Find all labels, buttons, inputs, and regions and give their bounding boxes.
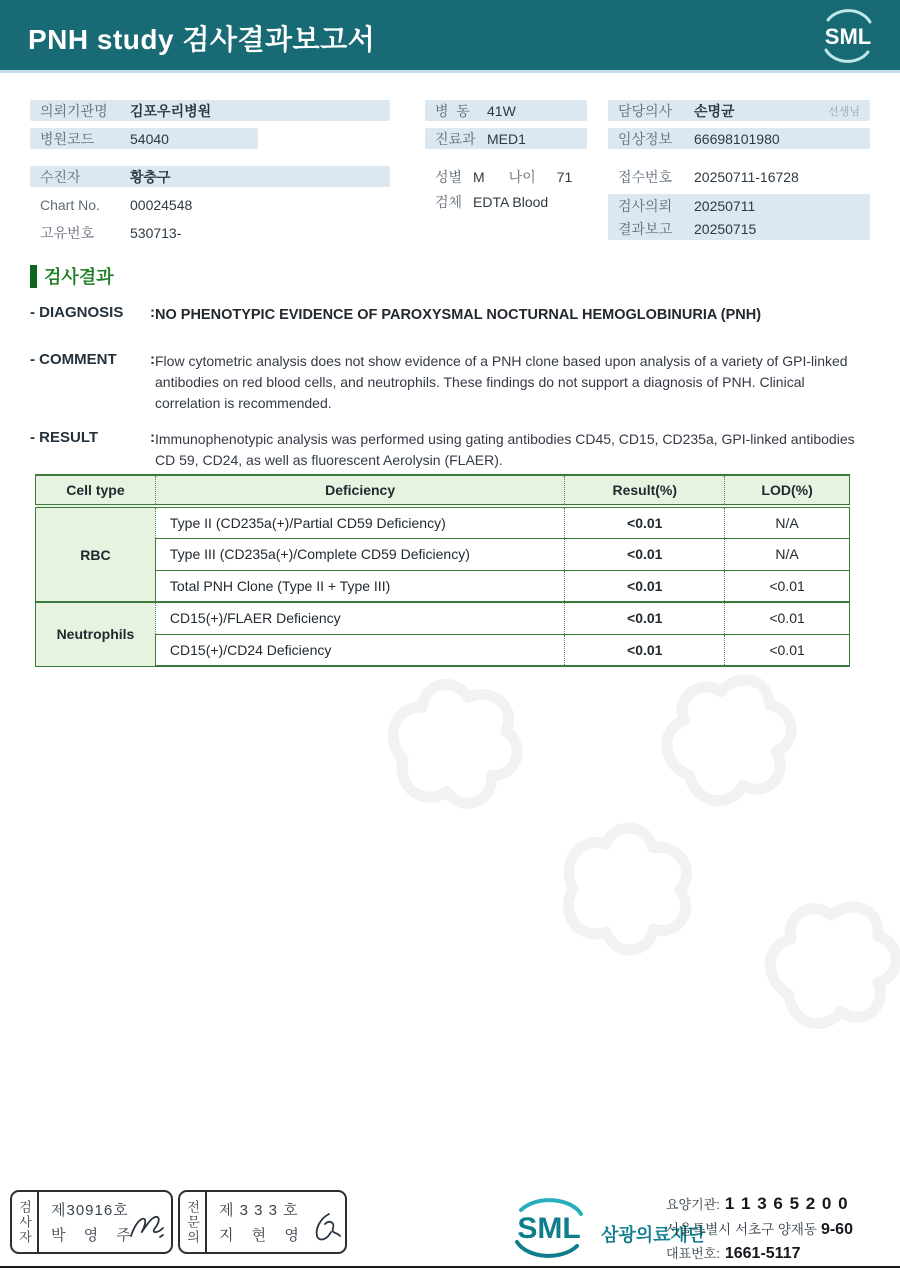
header-lod: LOD(%): [725, 475, 850, 506]
table-row: [36, 634, 850, 666]
phone-line: [666, 1243, 896, 1263]
patient-info-left: [30, 100, 390, 250]
comment-label-text: - COMMENT: [30, 351, 117, 368]
sex-value: M: [473, 168, 485, 185]
deficiency-cell: Total PNH Clone (Type II + Type III): [155, 570, 564, 602]
care-org-label: 요양기관:: [666, 1197, 720, 1212]
result-cell: <0.01: [565, 570, 725, 602]
address-line: [666, 1218, 896, 1239]
sml-logo-icon: [818, 6, 878, 69]
patient-info-right: [608, 100, 870, 240]
result-text: Immunophenotypic analysis was performed using gating antibodies CD45, CD15, CD235a, GPI-linked antibodies CD 59, CD24, as well as fluorescent Aerolysin (FLAER).: [155, 431, 855, 468]
row-report-date: [608, 218, 870, 239]
specialist-name: 지 현 영: [219, 1227, 306, 1244]
row-department: [425, 128, 587, 149]
department-value: MED1: [487, 130, 526, 147]
result-table: [35, 474, 850, 667]
doctor-value: 손명균: [694, 102, 735, 119]
phone-label: 대표번호:: [666, 1246, 720, 1261]
result-cell: <0.01: [565, 634, 725, 666]
institution-label: 의뢰기관명: [40, 102, 108, 119]
findings: [30, 304, 870, 496]
result-label-text: - RESULT: [30, 429, 99, 446]
lod-cell: <0.01: [725, 602, 850, 634]
care-org-number: 1 1 3 6 5 2 0 0: [724, 1194, 849, 1213]
patient-name-label: 수진자: [40, 168, 81, 185]
result-cell: <0.01: [565, 538, 725, 570]
row-sex-age: [425, 166, 587, 187]
hospital-code-value: 54040: [130, 130, 169, 147]
row-doctor: [608, 100, 870, 121]
banner-underline: [0, 70, 900, 73]
ward-label: 병 동: [435, 102, 470, 119]
sml-logo-text: SML: [824, 24, 872, 49]
patient-info-middle: [425, 100, 587, 219]
row-request-date: [608, 195, 870, 216]
hospital-code-label: 병원코드: [40, 130, 95, 147]
header-deficiency: Deficiency: [155, 475, 564, 506]
result-label: [30, 429, 155, 471]
clover-watermark: [330, 650, 900, 1075]
result-cell: <0.01: [565, 506, 725, 538]
age-value: 71: [556, 168, 573, 185]
result-cell: <0.01: [565, 602, 725, 634]
celltype-neutrophils: Neutrophils: [36, 602, 156, 666]
chart-no-label: Chart No.: [40, 196, 100, 213]
sex-label: 성별: [435, 168, 463, 185]
doctor-label: 담당의사: [618, 102, 673, 119]
footer-sml-logo-icon: [503, 1196, 593, 1258]
report-date-label: 결과보고: [618, 220, 673, 237]
row-patient-name: [30, 166, 390, 187]
unique-no-label: 고유번호: [40, 224, 95, 241]
specimen-label: 검체: [435, 193, 463, 210]
celltype-rbc: RBC: [36, 506, 156, 602]
bottom-rule: [0, 1266, 900, 1268]
specialist-signature-icon: [303, 1210, 343, 1251]
table-row: [36, 570, 850, 602]
lod-cell: <0.01: [725, 634, 850, 666]
footer-sml-logo-text: SML: [517, 1212, 581, 1245]
institution-value: 김포우리병원: [130, 102, 212, 119]
address-text: 서울특별시 서초구 양재동: [666, 1222, 817, 1237]
deficiency-cell: CD15(+)/FLAER Deficiency: [155, 602, 564, 634]
clinical-info-label: 임상정보: [618, 130, 673, 147]
row-chart-no: [30, 194, 390, 215]
footer-org-name: 삼광의료재단: [601, 1225, 706, 1245]
patient-name-value: 황충구: [130, 168, 171, 185]
row-ward: [425, 100, 587, 121]
dates-block: [608, 194, 870, 240]
chart-no-value: 00024548: [130, 196, 193, 213]
examiner-role: 검사자: [12, 1192, 39, 1252]
clinical-info-value: 66698101980: [694, 130, 780, 147]
section-title-text: 검사결과: [44, 267, 114, 287]
table-row: [36, 506, 850, 538]
examiner-name: 박 영 주: [51, 1227, 138, 1244]
row-hospital-code: [30, 128, 258, 149]
comment-text: Flow cytometric analysis does not show evidence of a PNH clone based upon analysis of a variety of GPI-linked antibodies on red blood cells, and neutrophils. These findings do not support a diagnosis of PNH. Clinical correlation is recommended.: [155, 353, 848, 411]
comment-label: [30, 351, 155, 414]
comment-colon: :: [150, 351, 155, 368]
row-unique-no: [30, 222, 390, 243]
specimen-value: EDTA Blood: [473, 193, 549, 210]
header-result: Result(%): [565, 475, 725, 506]
section-bar-icon: [30, 265, 37, 288]
signature-stamps: [10, 1190, 352, 1254]
row-institution: [30, 100, 390, 121]
result-row: [30, 429, 870, 471]
specialist-body: [207, 1192, 345, 1252]
deficiency-cell: Type III (CD235a(+)/Complete CD59 Deficiency): [155, 538, 564, 570]
section-title: [30, 263, 114, 289]
specialist-role: 전문의: [180, 1192, 207, 1252]
row-clinical-info: [608, 128, 870, 149]
result-colon: :: [150, 429, 155, 446]
specialist-stamp: [178, 1190, 347, 1254]
table-row: [36, 538, 850, 570]
row-specimen: [425, 191, 587, 212]
examiner-stamp: [10, 1190, 173, 1254]
footer-info: [666, 1194, 896, 1267]
deficiency-cell: CD15(+)/CD24 Deficiency: [155, 634, 564, 666]
phone-number: 1661-5117: [724, 1245, 801, 1262]
ward-value: 41W: [487, 102, 516, 119]
page-title: PNH study 검사결과보고서: [28, 24, 376, 55]
deficiency-cell: Type II (CD235a(+)/Partial CD59 Deficiency): [155, 506, 564, 538]
doctor-suffix: 선생님: [828, 105, 860, 118]
accession-value: 20250711-16728: [694, 168, 799, 185]
examiner-cert-no: 제30916호: [51, 1202, 129, 1219]
diagnosis-label-text: - DIAGNOSIS: [30, 304, 124, 321]
request-date-label: 검사의뢰: [618, 197, 673, 214]
row-accession: [608, 166, 870, 187]
comment-row: [30, 351, 870, 414]
report-date-value: 20250715: [694, 220, 757, 237]
diagnosis-row: [30, 304, 870, 326]
header-cell-type: Cell type: [36, 475, 156, 506]
unique-no-value: 530713-: [130, 224, 182, 241]
request-date-value: 20250711: [694, 197, 756, 214]
accession-label: 접수번호: [618, 168, 673, 185]
lod-cell: N/A: [725, 506, 850, 538]
examiner-signature-icon: [127, 1210, 169, 1249]
address-number: 9-60: [820, 1221, 853, 1238]
diagnosis-colon: :: [150, 304, 155, 321]
diagnosis-text: NO PHENOTYPIC EVIDENCE OF PAROXYSMAL NOCTURNAL HEMOGLOBINURIA (PNH): [155, 307, 762, 323]
lod-cell: <0.01: [725, 570, 850, 602]
care-org-line: [666, 1194, 896, 1214]
department-label: 진료과: [435, 130, 476, 147]
lod-cell: N/A: [725, 538, 850, 570]
header-banner: [0, 0, 900, 70]
examiner-body: [39, 1192, 171, 1252]
table-row: [36, 602, 850, 634]
age-label: 나이: [508, 168, 536, 185]
diagnosis-label: [30, 304, 155, 326]
table-header-row: [36, 475, 850, 506]
specialist-cert-no: 제 3 3 3 호: [219, 1202, 299, 1219]
